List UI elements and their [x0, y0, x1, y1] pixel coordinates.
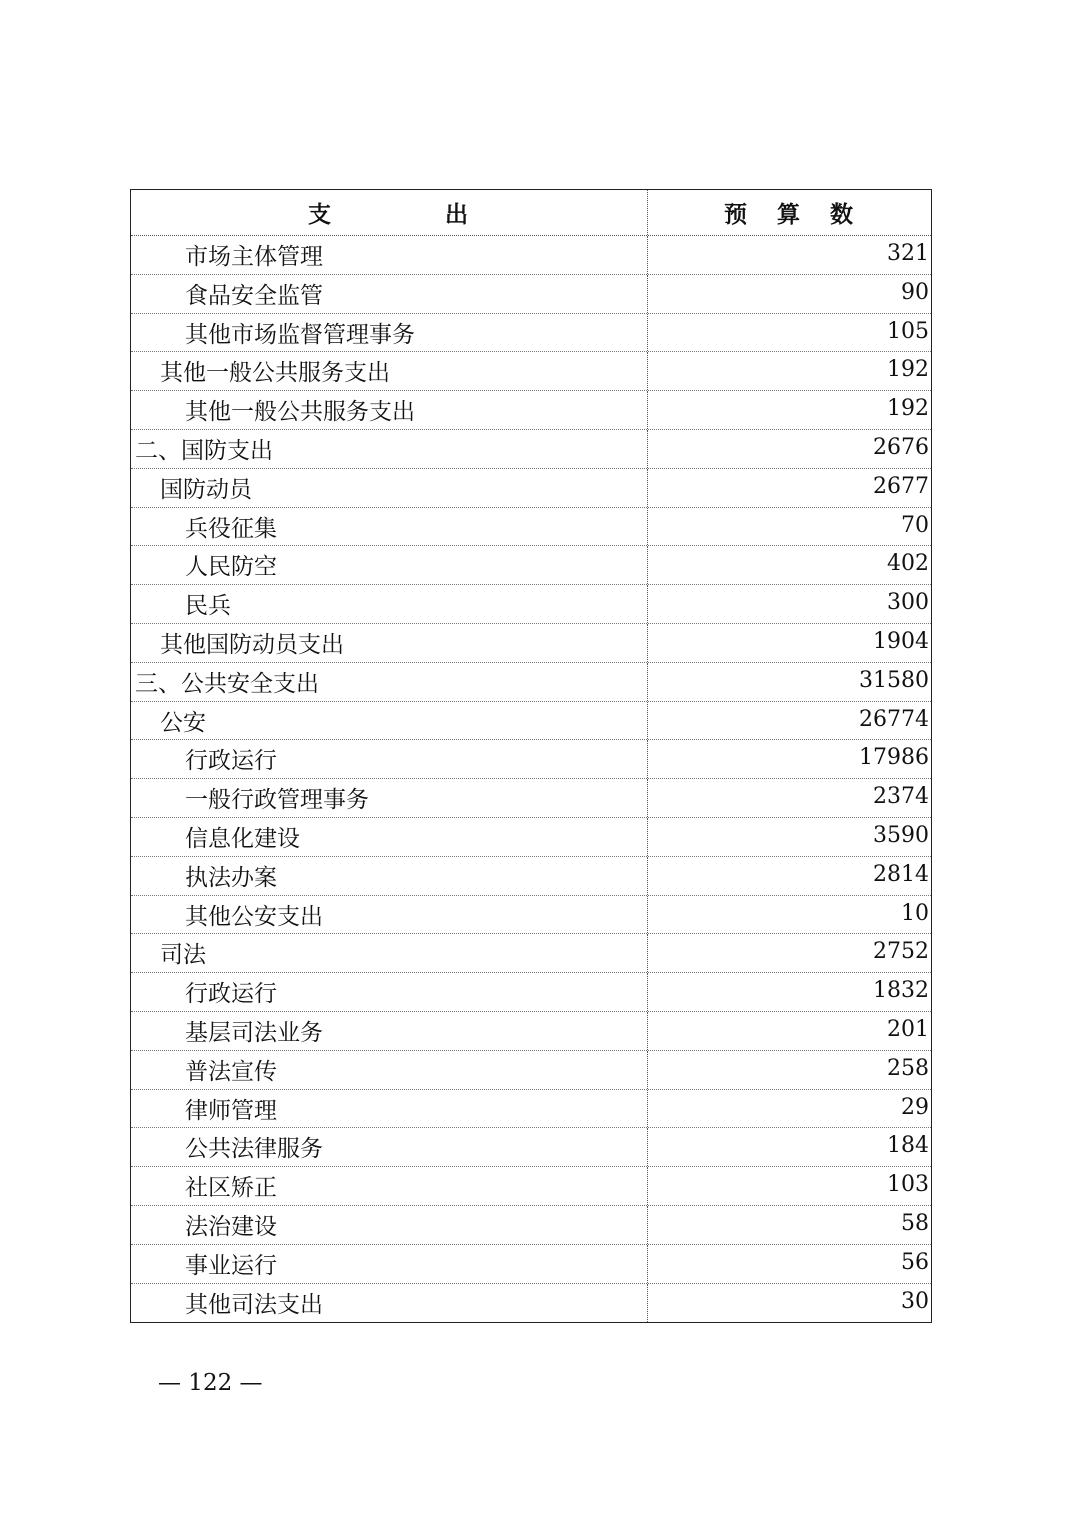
header-budget-amount: [648, 190, 931, 235]
row-budget-value: 300: [887, 590, 929, 616]
row-item-name: 人民防空: [131, 546, 648, 584]
row-budget-value: 192: [887, 357, 929, 383]
row-budget-value: 29: [901, 1094, 929, 1120]
row-item-name: 民兵: [131, 585, 648, 623]
table-row: [131, 236, 931, 275]
page-number: — 122 —: [158, 1370, 263, 1396]
row-budget-value: 2374: [873, 784, 929, 810]
row-budget-value: 258: [887, 1055, 929, 1081]
row-item-name: 信息化建设: [131, 818, 648, 856]
table-row: [131, 430, 931, 469]
row-item-name: 基层司法业务: [131, 1012, 648, 1050]
row-budget-value: 2814: [873, 861, 929, 887]
row-budget-value: 26774: [859, 706, 929, 732]
row-item-name: 食品安全监管: [131, 275, 648, 313]
row-item-name: 一般行政管理事务: [131, 779, 648, 817]
row-budget-value: 2677: [873, 473, 929, 499]
table-body: [131, 236, 931, 1322]
table-header: [131, 190, 931, 236]
row-item-name: 司法: [131, 934, 648, 972]
table-row: [131, 508, 931, 547]
row-budget-value: 192: [887, 396, 929, 422]
table-row: [131, 1128, 931, 1167]
row-item-name: 行政运行: [131, 973, 648, 1011]
table-row: [131, 1090, 931, 1129]
row-item-name: 普法宣传: [131, 1051, 648, 1089]
header-budget-char: 预: [724, 202, 749, 228]
row-item-name: 律师管理: [131, 1090, 648, 1128]
table-row: [131, 1284, 931, 1323]
row-budget-value: 17986: [859, 745, 929, 771]
header-expenditure: [131, 190, 648, 235]
row-item-name: 其他司法支出: [131, 1284, 648, 1323]
row-item-name: 三、公共安全支出: [131, 663, 648, 701]
table-row: [131, 1051, 931, 1090]
row-item-name: 其他公安支出: [131, 896, 648, 934]
row-budget-value: 2752: [873, 939, 929, 965]
budget-table: [130, 189, 932, 1323]
table-row: [131, 818, 931, 857]
row-budget-value: 3590: [873, 822, 929, 848]
row-budget-value: 105: [887, 318, 929, 344]
header-expenditure-char: 出: [445, 202, 470, 228]
row-item-name: 公安: [131, 702, 648, 740]
row-budget-value: 1904: [873, 628, 929, 654]
row-budget-value: 90: [901, 279, 929, 305]
row-item-name: 公共法律服务: [131, 1128, 648, 1166]
row-item-name: 法治建设: [131, 1206, 648, 1244]
row-budget-value: 321: [887, 241, 929, 266]
row-budget-value: 10: [901, 900, 929, 926]
row-item-name: 其他一般公共服务支出: [131, 391, 648, 429]
row-item-name: 二、国防支出: [131, 430, 648, 468]
table-row: [131, 275, 931, 314]
row-budget-value: 1832: [873, 978, 929, 1004]
row-budget-value: 103: [887, 1172, 929, 1198]
row-budget-value: 56: [901, 1249, 929, 1275]
row-item-name: 执法办案: [131, 857, 648, 895]
table-row: [131, 585, 931, 624]
table-row: [131, 1245, 931, 1284]
table-row: [131, 469, 931, 508]
row-budget-value: 201: [887, 1016, 929, 1042]
row-budget-value: 70: [901, 512, 929, 538]
row-budget-value: 184: [887, 1133, 929, 1159]
table-row: [131, 702, 931, 741]
header-budget-char: 数: [830, 202, 855, 228]
table-row: [131, 314, 931, 353]
header-budget-char: 算: [777, 202, 802, 228]
table-row: [131, 663, 931, 702]
header-expenditure-char: 支: [308, 202, 333, 228]
row-item-name: 事业运行: [131, 1245, 648, 1283]
table-row: [131, 624, 931, 663]
row-budget-value: 30: [901, 1288, 929, 1314]
row-item-name: 其他国防动员支出: [131, 624, 648, 662]
table-row: [131, 1012, 931, 1051]
table-row: [131, 391, 931, 430]
row-item-name: 其他市场监督管理事务: [131, 314, 648, 352]
row-budget-value: 58: [901, 1210, 929, 1236]
table-row: [131, 546, 931, 585]
row-budget-value: 31580: [859, 667, 929, 693]
row-item-name: 其他一般公共服务支出: [131, 352, 648, 390]
row-item-name: 社区矫正: [131, 1167, 648, 1205]
row-item-name: 市场主体管理: [131, 236, 648, 274]
table-row: [131, 1206, 931, 1245]
row-budget-value: 2676: [873, 434, 929, 460]
table-row: [131, 973, 931, 1012]
table-row: [131, 779, 931, 818]
row-item-name: 行政运行: [131, 740, 648, 778]
table-row: [131, 857, 931, 896]
row-budget-value: 402: [887, 551, 929, 577]
table-row: [131, 934, 931, 973]
table-row: [131, 1167, 931, 1206]
row-item-name: 国防动员: [131, 469, 648, 507]
row-item-name: 兵役征集: [131, 508, 648, 546]
table-row: [131, 896, 931, 935]
table-row: [131, 352, 931, 391]
table-row: [131, 740, 931, 779]
